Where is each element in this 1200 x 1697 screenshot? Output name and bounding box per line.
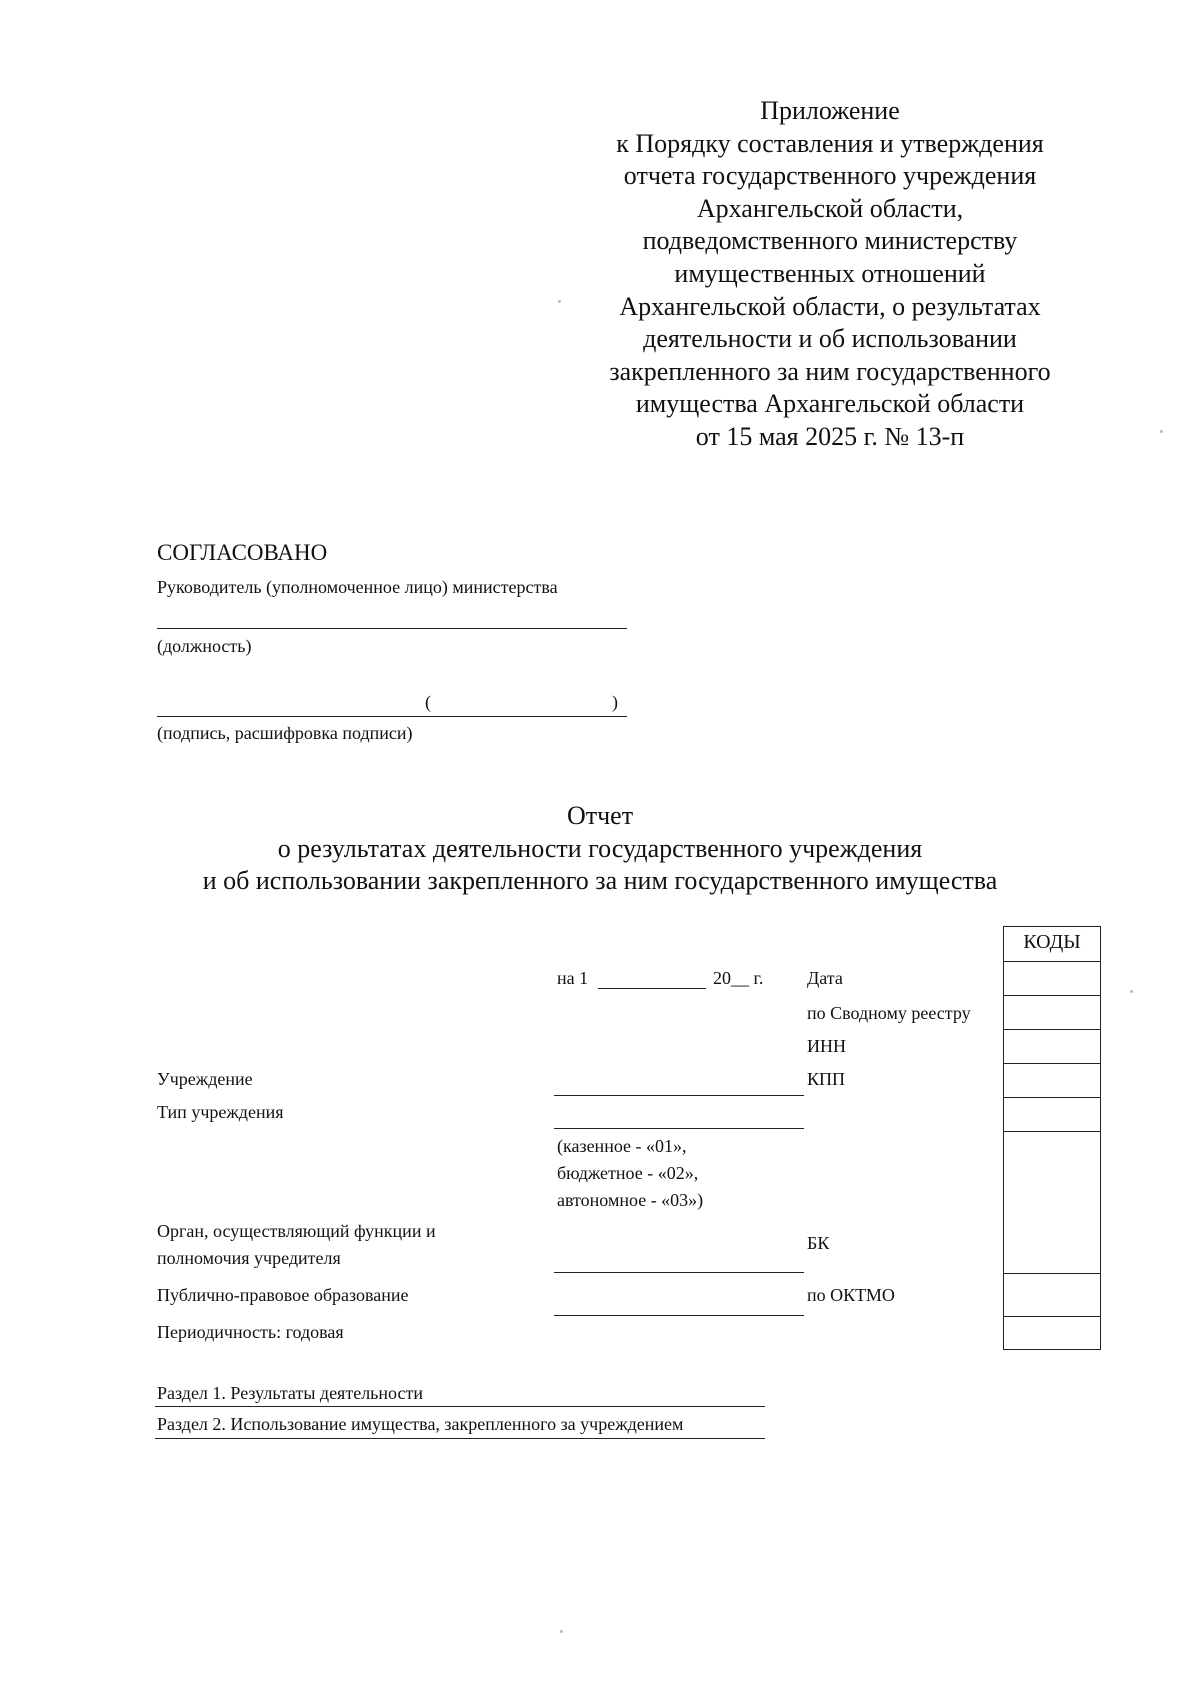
appendix-line: отчета государственного учреждения xyxy=(623,161,1037,191)
section-1-underline xyxy=(155,1406,765,1407)
codes-header: КОДЫ xyxy=(1023,931,1081,953)
type-hint: (казенное - «01», xyxy=(557,1136,687,1156)
date-prefix: на 1 xyxy=(557,968,589,988)
close-paren: ) xyxy=(612,692,618,712)
codes-row-divider xyxy=(1004,961,1100,962)
signature-line[interactable] xyxy=(157,716,627,717)
type-hint: автономное - «03») xyxy=(557,1190,704,1210)
appendix-line: закрепленного за ним государственного xyxy=(609,356,1051,386)
founder-label: Орган, осуществляющий функции и xyxy=(157,1221,436,1241)
public-entity-label: Публично-правовое образование xyxy=(157,1285,409,1305)
codes-row-divider xyxy=(1004,995,1100,996)
code-label-bk: БК xyxy=(807,1233,830,1253)
appendix-line: к Порядку составления и утверждения xyxy=(616,128,1044,158)
report-subtitle: и об использовании закрепленного за ним государственного имущества xyxy=(202,866,998,895)
institution-input-line[interactable] xyxy=(554,1095,804,1096)
codes-row-divider xyxy=(1004,1131,1100,1132)
code-label-kpp: КПП xyxy=(807,1069,846,1089)
code-label-inn: ИНН xyxy=(807,1036,846,1056)
institution-type-input-line[interactable] xyxy=(554,1128,804,1129)
report-subtitle: о результатах деятельности государственного учреждения xyxy=(277,833,923,863)
founder-label: полномочия учредителя xyxy=(157,1248,341,1268)
appendix-line: Архангельской области, о результатах xyxy=(619,291,1041,321)
code-label-date: Дата xyxy=(807,968,843,988)
codes-row-divider xyxy=(1004,1063,1100,1064)
scan-speck xyxy=(1160,430,1163,433)
date-year: 20__ г. xyxy=(713,968,764,988)
report-title: Отчет xyxy=(566,801,634,830)
appendix-line: Архангельской области, xyxy=(696,193,964,223)
codes-row-divider xyxy=(1004,1273,1100,1274)
type-hint: бюджетное - «02», xyxy=(557,1163,699,1183)
section-1-title: Раздел 1. Результаты деятельности xyxy=(157,1383,423,1403)
codes-row-divider xyxy=(1004,1029,1100,1030)
institution-type-label: Тип учреждения xyxy=(157,1102,284,1122)
section-2-title: Раздел 2. Использование имущества, закрепленного за учреждением xyxy=(157,1414,684,1434)
appendix-line: от 15 мая 2025 г. № 13-п xyxy=(695,421,965,451)
agreed-title: СОГЛАСОВАНО xyxy=(157,540,328,565)
appendix-header xyxy=(590,95,1070,454)
head-label: Руководитель (уполномоченное лицо) министерства xyxy=(157,577,558,597)
date-input-line[interactable] xyxy=(598,988,706,989)
institution-label: Учреждение xyxy=(157,1069,253,1089)
public-entity-input-line[interactable] xyxy=(554,1315,804,1316)
codes-table xyxy=(1003,926,1101,1350)
position-line[interactable] xyxy=(157,628,627,629)
scan-speck xyxy=(1130,990,1133,993)
appendix-line: имущества Архангельской области xyxy=(635,389,1025,419)
open-paren: ( xyxy=(425,692,431,712)
scan-speck xyxy=(560,1630,563,1633)
report-title-block xyxy=(0,800,1200,898)
codes-row-divider xyxy=(1004,1097,1100,1098)
scan-speck xyxy=(558,300,561,303)
appendix-line: подведомственного министерству xyxy=(642,226,1018,256)
appendix-line: деятельности и об использовании xyxy=(643,324,1017,354)
founder-input-line[interactable] xyxy=(554,1272,804,1273)
periodicity-label: Периодичность: годовая xyxy=(157,1322,344,1342)
signature-caption: (подпись, расшифровка подписи) xyxy=(157,723,413,743)
position-caption: (должность) xyxy=(157,636,252,656)
code-label-registry: по Сводному реестру xyxy=(807,1003,971,1023)
appendix-line: Приложение xyxy=(760,96,900,125)
appendix-line: имущественных отношений xyxy=(674,258,986,288)
section-2-underline xyxy=(155,1438,765,1439)
codes-row-divider xyxy=(1004,1316,1100,1317)
code-label-oktmo: по ОКТМО xyxy=(807,1285,895,1305)
